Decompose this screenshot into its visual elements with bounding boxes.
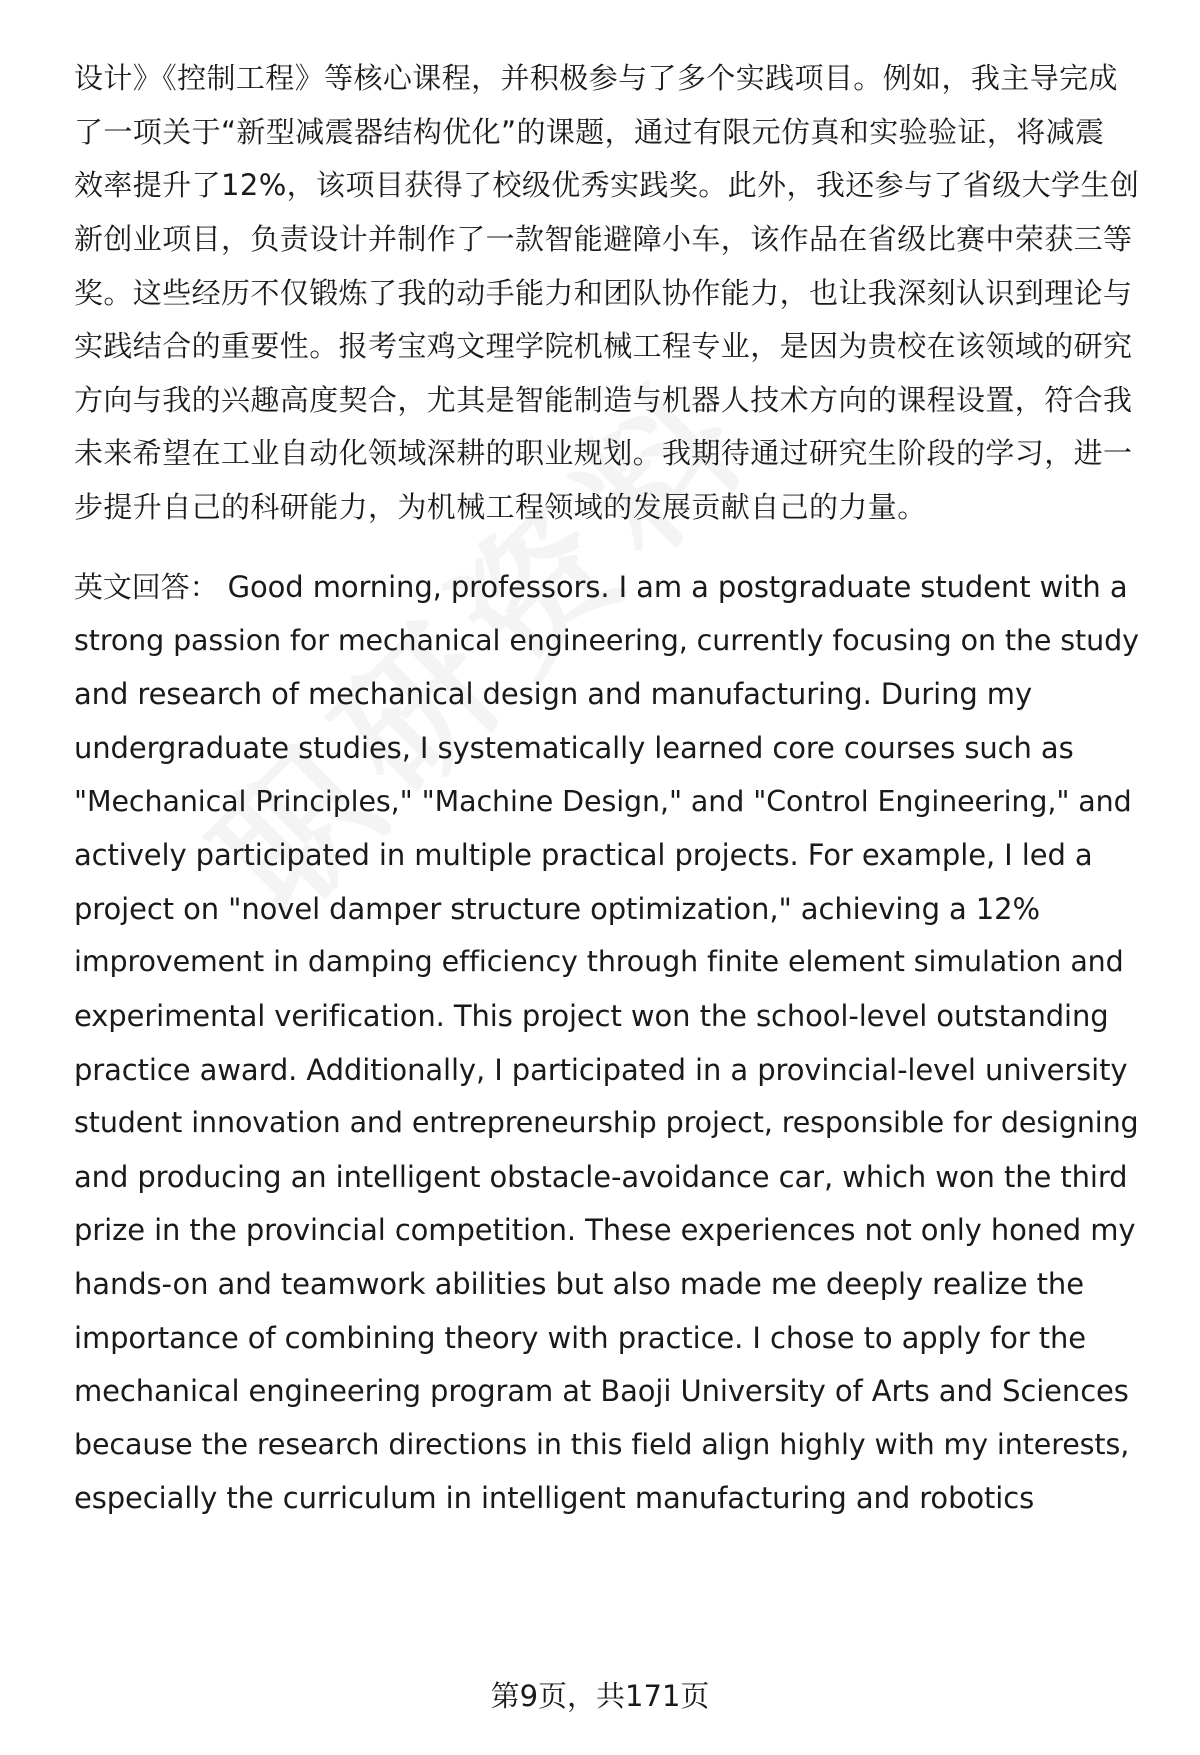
chinese-answer-line: 未来希望在工业自动化领域深耕的职业规划。我期待通过研究生阶段的学习，进一 bbox=[74, 436, 1133, 470]
english-answer-line: mechanical engineering program at Baoji University of Arts and Sciences bbox=[74, 1374, 1129, 1408]
english-answer-line: because the research directions in this field align highly with my interests, bbox=[74, 1428, 1130, 1461]
english-answer-line: strong passion for mechanical engineering, currently focusing on the study bbox=[74, 624, 1139, 657]
chinese-answer-line: 步提升自己的科研能力，为机械工程领域的发展贡献自己的力量。 bbox=[74, 490, 927, 524]
english-answer-line: "Mechanical Principles," "Machine Design," and "Control Engineering," and bbox=[74, 785, 1132, 818]
english-answer-line: experimental verification. This project won the school-level outstanding bbox=[74, 999, 1109, 1033]
chinese-answer-line: 实践结合的重要性。报考宝鸡文理学院机械工程专业，是因为贵校在该领域的研究 bbox=[74, 329, 1133, 363]
english-answer-line: importance of combining theory with practice. I chose to apply for the bbox=[74, 1321, 1087, 1355]
chinese-answer-line: 方向与我的兴趣高度契合，尤其是智能制造与机器人技术方向的课程设置，符合我 bbox=[74, 383, 1133, 417]
english-answer-line: 英文回答： Good morning, professors. I am a postgraduate student with a bbox=[74, 570, 1128, 604]
chinese-answer-line: 奖。这些经历不仅锻炼了我的动手能力和团队协作能力，也让我深刻认识到理论与 bbox=[74, 276, 1133, 310]
english-answer-line: undergraduate studies, I systematically learned core courses such as bbox=[74, 731, 1074, 765]
english-answer-line: improvement in damping efficiency through finite element simulation and bbox=[74, 945, 1124, 978]
chinese-answer-line: 设计》《控制工程》等核心课程，并积极参与了多个实践项目。例如，我主导完成 bbox=[74, 61, 1118, 95]
english-answer-line: and producing an intelligent obstacle-avoidance car, which won the third bbox=[74, 1160, 1128, 1194]
chinese-answer-line: 了一项关于“新型减震器结构优化”的课题，通过有限元仿真和实验验证，将减震 bbox=[74, 115, 1105, 149]
english-answer-line: practice award. Additionally, I participated in a provincial-level university bbox=[74, 1053, 1128, 1087]
english-answer-line: actively participated in multiple practical projects. For example, I led a bbox=[74, 838, 1093, 872]
english-answer-line: student innovation and entrepreneurship project, responsible for designing bbox=[74, 1106, 1139, 1139]
chinese-answer-line: 效率提升了12%，该项目获得了校级优秀实践奖。此外，我还参与了省级大学生创 bbox=[74, 168, 1140, 202]
english-answer-line: prize in the provincial competition. These experiences not only honed my bbox=[74, 1213, 1136, 1247]
english-answer-line: and research of mechanical design and manufacturing. During my bbox=[74, 677, 1033, 711]
english-answer-line: project on "novel damper structure optimization," achieving a 12% bbox=[74, 892, 1040, 926]
chinese-answer-line: 新创业项目，负责设计并制作了一款智能避障小车，该作品在省级比赛中荣获三等 bbox=[74, 222, 1133, 256]
english-answer-line: hands-on and teamwork abilities but also made me deeply realize the bbox=[74, 1267, 1084, 1301]
english-answer-line: especially the curriculum in intelligent manufacturing and robotics bbox=[74, 1481, 1035, 1515]
page-number-footer: 第9页，共171页 bbox=[490, 1679, 710, 1713]
